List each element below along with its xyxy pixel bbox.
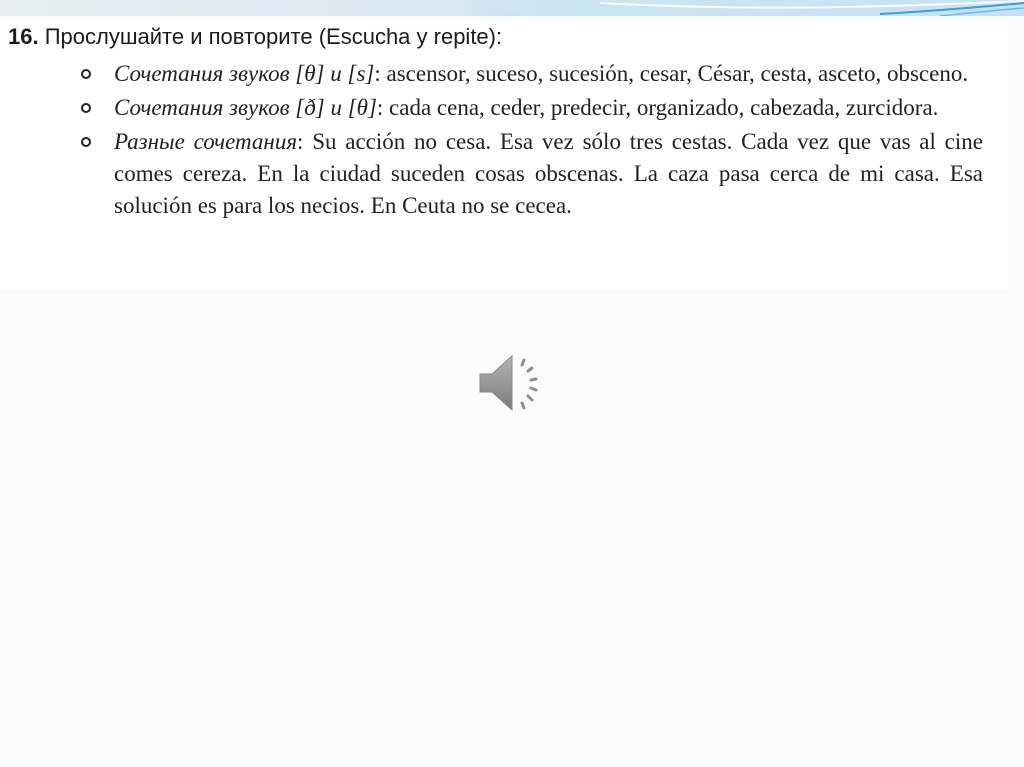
item-text: : ascensor, suceso, sucesión, cesar, César, cesta, asceto, obsceno. (374, 61, 969, 86)
circle-bullet-icon (81, 69, 91, 79)
exercise-item-list (78, 58, 983, 224)
item-lead: Сочетания звуков [θ] и [s] (114, 61, 375, 86)
item-lead: Сочетания звуков [ð] и [θ] (114, 95, 377, 120)
list-item (78, 58, 983, 90)
speaker-icon (478, 352, 548, 414)
item-text: : Su acción no cesa. Esa vez sólo tres cestas. Cada vez que vas al cine comes cereza. En la ciudad suceden cosas obscenas. La caza pasa cerca de mi casa. Esa solución es para los necios. En Ceuta no se cecea. (114, 129, 983, 218)
circle-bullet-icon (81, 137, 91, 147)
exercise-title: Прослушайте и повторите (Escucha y repite): (44, 24, 503, 49)
item-text: : cada cena, ceder, predecir, organizado, cabezada, zurcidora. (376, 95, 939, 120)
circle-bullet-icon (81, 103, 91, 113)
list-item (78, 92, 983, 124)
top-decorative-band (0, 0, 1024, 16)
audio-play-button[interactable] (478, 352, 548, 414)
item-lead: Разные сочетания (114, 129, 298, 154)
list-item (78, 126, 983, 222)
exercise-heading (8, 24, 502, 50)
exercise-number: 16. (8, 24, 39, 49)
